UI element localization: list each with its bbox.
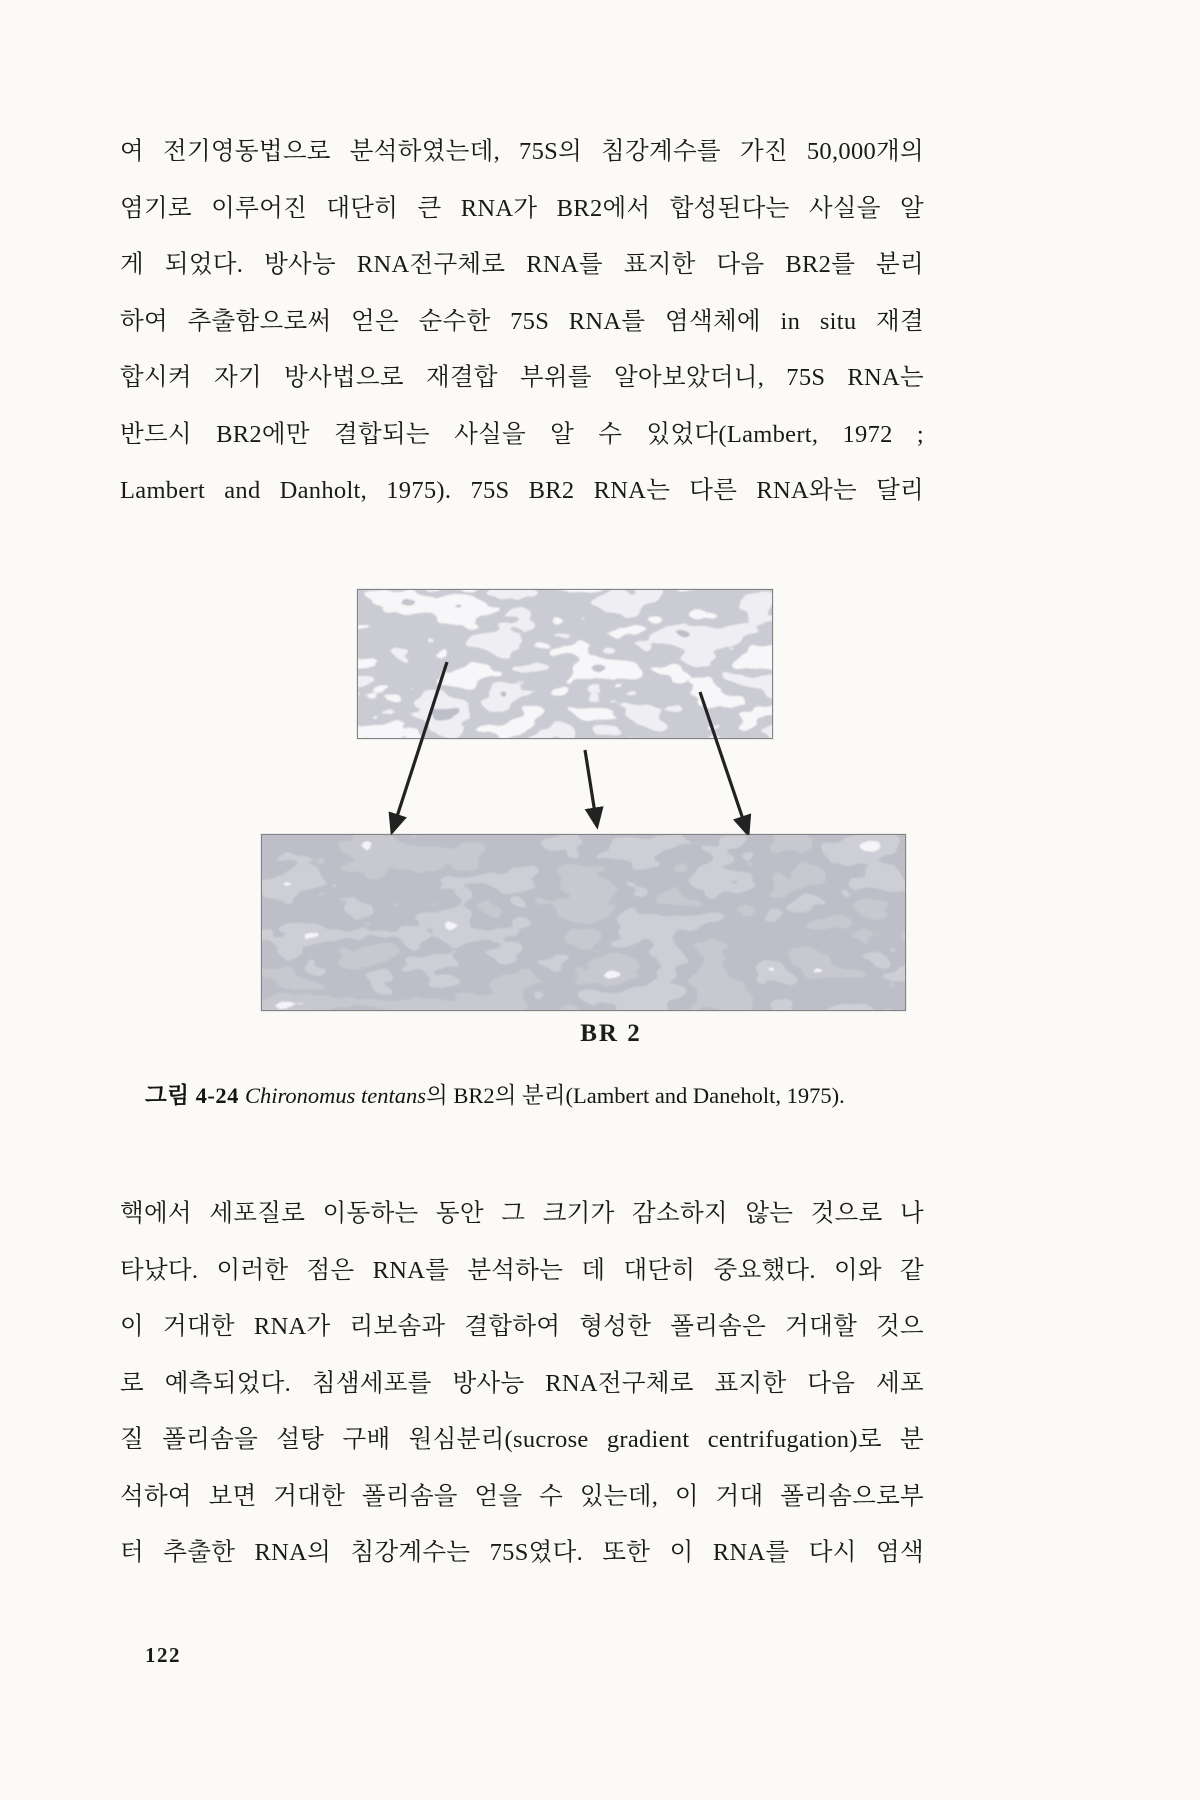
chromosome-overview-image [358,590,772,738]
body-line: 염기로 이루어진 대단히 큰 RNA가 BR2에서 합성된다는 사실을 알 [120,194,924,222]
body-line: 석하여 보면 거대한 폴리솜을 얻을 수 있는데, 이 거대 폴리솜으로부 [120,1482,924,1510]
paragraph-above-figure [120,124,924,520]
paragraph-below-figure [120,1186,924,1582]
body-line: 하여 추출함으로써 얻은 순수한 75S RNA를 염색체에 in situ 재결 [120,307,924,335]
br2-closeup-image [262,835,905,1010]
body-line: Lambert and Danholt, 1975). 75S BR2 RNA는 다른 RNA와는 달리 [120,477,924,504]
page-number: 122 [145,1643,181,1667]
body-line: 여 전기영동법으로 분석하였는데, 75S의 침강계수를 가진 50,000개의 [120,138,924,165]
top-micrograph [358,590,772,738]
body-line: 타났다. 이러한 점은 RNA를 분석하는 데 대단히 중요했다. 이와 같 [120,1256,924,1284]
figure-label-br2: BR 2 [580,1020,642,1047]
bottom-micrograph [262,835,905,1010]
body-line: 로 예측되었다. 침샘세포를 방사능 RNA전구체로 표지한 다음 세포 [120,1369,924,1397]
caption-species-name: Chironomus tentans [244,1083,427,1108]
body-line: 터 추출한 RNA의 침강계수는 75S였다. 또한 이 RNA를 다시 염색 [120,1539,924,1566]
body-line: 반드시 BR2에만 결합되는 사실을 알 수 있었다(Lambert, 1972 ; [120,420,924,448]
figure-caption [145,1078,925,1110]
body-line: 합시켜 자기 방사법으로 재결합 부위를 알아보았더니, 75S RNA는 [120,364,924,391]
body-line: 핵에서 세포질로 이동하는 동안 그 크기가 감소하지 않는 것으로 나 [120,1200,924,1227]
body-line: 이 거대한 RNA가 리보솜과 결합하여 형성한 폴리솜은 거대할 것으 [120,1313,924,1340]
body-line: 질 폴리솜을 설탕 구배 원심분리(sucrose gradient centrifugation)로 분 [120,1426,924,1453]
caption-number: 그림 4-24 [145,1083,245,1108]
body-line: 게 되었다. 방사능 RNA전구체로 RNA를 표지한 다음 BR2를 분리 [120,251,924,278]
caption-text: 의 BR2의 분리(Lambert and Daneholt, 1975). [426,1083,845,1108]
arrow-middle [585,750,597,826]
